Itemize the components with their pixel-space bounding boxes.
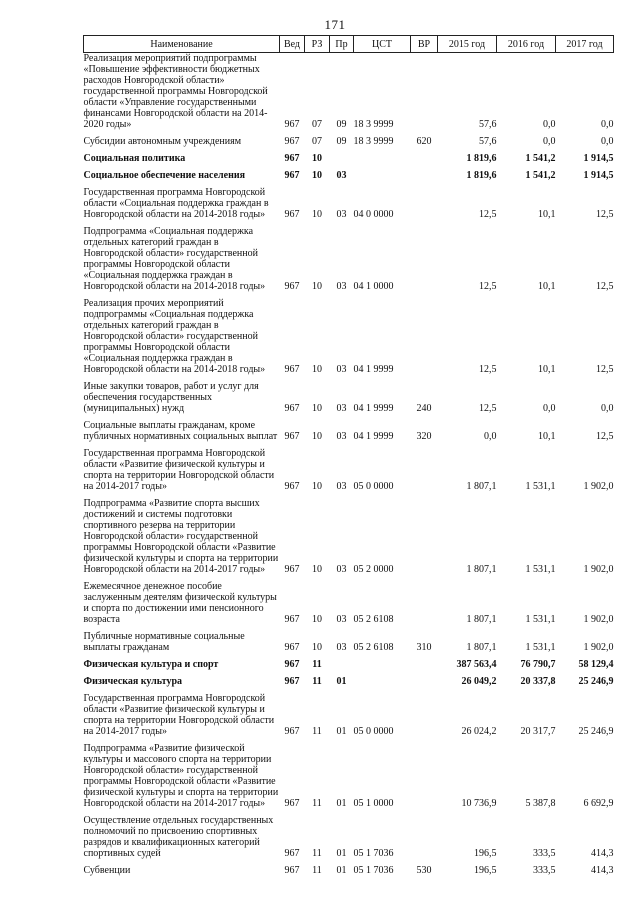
cell-pr: 09 (336, 119, 347, 130)
cell-value-2016: 1 541,2 (525, 153, 556, 164)
cell-cst: 04 1 0000 (353, 281, 394, 292)
cell-ved: 967 (284, 798, 300, 809)
cell-cst: 04 1 9999 (353, 364, 394, 375)
cell-value-2017: 58 129,4 (578, 659, 614, 670)
cell-rz: 11 (312, 676, 322, 687)
cell-pr (330, 149, 354, 166)
cell-value-2015: 10 736,9 (461, 798, 497, 809)
cell-vr (411, 577, 438, 627)
cell-ved: 967 (284, 659, 300, 670)
cell-vr: 320 (416, 431, 432, 442)
cell-vr: 620 (416, 136, 432, 147)
cell-value-2015: 26 049,2 (461, 676, 497, 687)
cell-name: Субвенции (83, 865, 131, 876)
cell-value-2015: 387 563,4 (456, 659, 497, 670)
cell-vr (411, 166, 438, 183)
cell-name: Социальное обеспечение населения (83, 170, 246, 181)
cell-name: Субсидии автономным учреждениям (83, 136, 242, 147)
cell-name: Социальные выплаты гражданам, кроме публичных нормативных социальных выплат (83, 420, 278, 442)
cell-rz: 10 (312, 170, 322, 181)
cell-ved: 967 (284, 564, 300, 575)
cell-value-2015: 0,0 (484, 431, 497, 442)
cell-value-2015: 196,5 (474, 848, 497, 859)
col-header-cst: ЦСТ (354, 36, 411, 53)
cell-value-2015: 1 807,1 (466, 642, 497, 653)
cell-value-2015: 12,5 (479, 403, 497, 414)
cell-value-2015: 12,5 (479, 209, 497, 220)
table-row (84, 577, 614, 627)
cell-ved: 967 (284, 281, 300, 292)
cell-value-2017: 25 246,9 (578, 676, 614, 687)
cell-rz: 10 (312, 642, 322, 653)
cell-vr (411, 222, 438, 294)
table-row (84, 811, 614, 861)
col-header-pr: Пр (330, 36, 354, 53)
cell-cst (354, 149, 411, 166)
cell-pr: 03 (336, 614, 347, 625)
cell-value-2017: 1 902,0 (583, 564, 614, 575)
cell-vr (411, 739, 438, 811)
col-header-vr: ВР (411, 36, 438, 53)
cell-name: Физическая культура (83, 676, 183, 687)
cell-ved: 967 (284, 726, 300, 737)
table-header-row (84, 36, 614, 53)
cell-name: Иные закупки товаров, работ и услуг для обеспечения государственных (муниципальных) нужд (83, 381, 259, 414)
cell-value-2016: 1 531,1 (525, 614, 556, 625)
cell-rz: 10 (312, 481, 322, 492)
cell-value-2017: 0,0 (601, 136, 614, 147)
cell-pr: 01 (336, 848, 347, 859)
cell-pr: 01 (336, 676, 347, 687)
cell-value-2017: 12,5 (596, 364, 614, 375)
cell-vr: 530 (416, 865, 432, 876)
cell-rz: 11 (312, 798, 322, 809)
cell-name: Социальная политика (83, 153, 186, 164)
cell-vr (411, 811, 438, 861)
cell-value-2017: 25 246,9 (578, 726, 614, 737)
cell-value-2015: 57,6 (479, 136, 497, 147)
cell-ved: 967 (284, 848, 300, 859)
cell-name: Ежемесячное денежное пособие заслуженным деятелям физической культуры и спорта по достижении ими пенсионного возраста (83, 581, 277, 625)
cell-ved: 967 (284, 170, 300, 181)
cell-value-2017: 1 902,0 (583, 642, 614, 653)
budget-table (83, 35, 614, 878)
cell-value-2017: 6 692,9 (583, 798, 614, 809)
cell-name: Государственная программа Новгородской области «Развитие физической культуры и спорта на территории Новгородской области на 2014-2017 годы» (83, 448, 275, 492)
cell-value-2017: 414,3 (591, 848, 614, 859)
cell-pr: 03 (336, 564, 347, 575)
cell-value-2016: 10,1 (538, 209, 556, 220)
cell-pr: 03 (336, 209, 347, 220)
cell-value-2016: 10,1 (538, 431, 556, 442)
cell-pr: 01 (336, 865, 347, 876)
cell-value-2016: 333,5 (533, 865, 556, 876)
cell-ved: 967 (284, 642, 300, 653)
cell-value-2015: 1 819,6 (466, 170, 497, 181)
cell-pr: 01 (336, 726, 347, 737)
table-row (84, 861, 614, 878)
cell-value-2017: 12,5 (596, 281, 614, 292)
col-header-2015: 2015 год (438, 36, 497, 53)
table-row (84, 689, 614, 739)
cell-cst (354, 166, 411, 183)
cell-value-2016: 20 337,8 (520, 676, 556, 687)
cell-cst: 05 0 0000 (353, 726, 394, 737)
cell-pr: 01 (336, 798, 347, 809)
cell-rz: 07 (312, 119, 322, 130)
cell-cst: 05 2 6108 (353, 614, 394, 625)
table-row (84, 655, 614, 672)
cell-name: Подпрограмма «Развитие физической культуры и массового спорта на территории Новгородской области» государственной программы Новгородской области «Развитие физической культуры и спорта на территории Новгородской области на 2014-2017 годы» (83, 743, 279, 809)
cell-value-2015: 1 807,1 (466, 564, 497, 575)
cell-ved: 967 (284, 153, 300, 164)
cell-value-2015: 57,6 (479, 119, 497, 130)
table-row (84, 183, 614, 222)
cell-rz: 10 (312, 209, 322, 220)
cell-rz: 10 (312, 153, 322, 164)
cell-ved: 967 (284, 136, 300, 147)
page-number: 171 (324, 17, 346, 32)
cell-ved: 967 (284, 614, 300, 625)
table-row (84, 53, 614, 133)
cell-vr (411, 672, 438, 689)
cell-vr (411, 689, 438, 739)
cell-pr: 03 (336, 281, 347, 292)
cell-name: Публичные нормативные социальные выплаты гражданам (83, 631, 245, 653)
cell-cst: 05 2 0000 (353, 564, 394, 575)
cell-cst: 05 1 7036 (353, 865, 394, 876)
cell-ved: 967 (284, 676, 300, 687)
cell-name: Государственная программа Новгородской области «Социальная поддержка граждан в Новгородской области на 2014-2018 годы» (83, 187, 269, 220)
cell-name: Подпрограмма «Развитие спорта высших достижений и системы подготовки спортивного резерва на территории Новгородской области» государственной программы Новгородской области «Развитие физической культуры и спорта на территории Новгородской области на 2014-2017 годы» (83, 498, 279, 575)
cell-value-2015: 1 807,1 (466, 481, 497, 492)
col-header-name: Наименование (84, 36, 280, 53)
cell-pr: 03 (336, 364, 347, 375)
cell-vr (411, 655, 438, 672)
cell-vr (411, 294, 438, 377)
cell-value-2015: 1 807,1 (466, 614, 497, 625)
cell-cst: 18 3 9999 (353, 119, 394, 130)
cell-rz: 11 (312, 865, 322, 876)
cell-value-2017: 12,5 (596, 209, 614, 220)
cell-value-2017: 1 914,5 (583, 153, 614, 164)
cell-vr (411, 53, 438, 133)
cell-ved: 967 (284, 209, 300, 220)
cell-name: Реализация мероприятий подпрограммы «Повышение эффективности бюджетных расходов Новгородской области» государственной программы Новгородской области «Управление государственными финансами Новгородской области на 2014-2020 годы» (83, 53, 268, 130)
cell-pr (330, 655, 354, 672)
cell-name: Физическая культура и спорт (83, 659, 219, 670)
cell-rz: 11 (312, 848, 322, 859)
cell-value-2016: 1 531,1 (525, 481, 556, 492)
cell-name: Осуществление отдельных государственных полномочий по присвоению спортивных разрядов и квалификационных категорий спортивных судей (83, 815, 274, 859)
cell-cst: 05 1 0000 (353, 798, 394, 809)
cell-rz: 10 (312, 431, 322, 442)
cell-cst: 04 0 0000 (353, 209, 394, 220)
col-header-2016: 2016 год (497, 36, 556, 53)
table-row (84, 222, 614, 294)
cell-ved: 967 (284, 431, 300, 442)
cell-value-2016: 10,1 (538, 281, 556, 292)
cell-value-2016: 1 531,1 (525, 642, 556, 653)
table-row (84, 444, 614, 494)
cell-rz: 10 (312, 403, 322, 414)
cell-ved: 967 (284, 364, 300, 375)
cell-rz: 10 (312, 614, 322, 625)
cell-pr: 03 (336, 431, 347, 442)
cell-value-2016: 0,0 (543, 119, 556, 130)
col-header-ved: Вед (280, 36, 305, 53)
cell-cst: 18 3 9999 (353, 136, 394, 147)
table-row (84, 416, 614, 444)
cell-value-2017: 0,0 (601, 403, 614, 414)
col-header-2017: 2017 год (556, 36, 614, 53)
cell-pr: 03 (336, 170, 347, 181)
table-row (84, 672, 614, 689)
cell-value-2015: 12,5 (479, 364, 497, 375)
cell-cst (354, 655, 411, 672)
cell-pr: 03 (336, 403, 347, 414)
cell-ved: 967 (284, 403, 300, 414)
cell-ved: 967 (284, 865, 300, 876)
table-row (84, 166, 614, 183)
cell-vr: 310 (416, 642, 432, 653)
cell-value-2016: 10,1 (538, 364, 556, 375)
cell-value-2016: 1 531,1 (525, 564, 556, 575)
table-row (84, 149, 614, 166)
table-row (84, 739, 614, 811)
cell-value-2017: 1 914,5 (583, 170, 614, 181)
cell-value-2015: 1 819,6 (466, 153, 497, 164)
cell-rz: 11 (312, 726, 322, 737)
cell-value-2016: 5 387,8 (525, 798, 556, 809)
cell-value-2016: 0,0 (543, 403, 556, 414)
cell-value-2016: 1 541,2 (525, 170, 556, 181)
cell-pr: 03 (336, 481, 347, 492)
cell-name: Государственная программа Новгородской области «Развитие физической культуры и спорта на территории Новгородской области на 2014-2017 годы» (83, 693, 275, 737)
cell-cst: 04 1 9999 (353, 431, 394, 442)
cell-rz: 11 (312, 659, 322, 670)
cell-value-2015: 12,5 (479, 281, 497, 292)
cell-pr: 03 (336, 642, 347, 653)
cell-value-2016: 20 317,7 (520, 726, 556, 737)
cell-rz: 10 (312, 281, 322, 292)
cell-cst: 05 0 0000 (353, 481, 394, 492)
cell-rz: 10 (312, 564, 322, 575)
cell-rz: 07 (312, 136, 322, 147)
cell-cst: 05 2 6108 (353, 642, 394, 653)
table-body (84, 53, 614, 879)
cell-value-2016: 333,5 (533, 848, 556, 859)
cell-name: Подпрограмма «Социальная поддержка отдельных категорий граждан в Новгородской области» государственной программы Новгородской области «Социальная поддержка граждан в Новгородской области на 2014-2018 годы» (83, 226, 266, 292)
cell-pr: 09 (336, 136, 347, 147)
cell-value-2015: 196,5 (474, 865, 497, 876)
table-row (84, 377, 614, 416)
cell-vr (411, 444, 438, 494)
cell-vr (411, 149, 438, 166)
cell-value-2016: 76 790,7 (520, 659, 556, 670)
cell-value-2017: 1 902,0 (583, 481, 614, 492)
cell-value-2017: 0,0 (601, 119, 614, 130)
table-row (84, 294, 614, 377)
cell-value-2017: 414,3 (591, 865, 614, 876)
cell-cst: 05 1 7036 (353, 848, 394, 859)
cell-vr: 240 (416, 403, 432, 414)
cell-ved: 967 (284, 119, 300, 130)
cell-cst (354, 672, 411, 689)
cell-vr (411, 183, 438, 222)
table-row (84, 132, 614, 149)
cell-value-2017: 12,5 (596, 431, 614, 442)
table-row (84, 627, 614, 655)
cell-cst: 04 1 9999 (353, 403, 394, 414)
table-row (84, 494, 614, 577)
col-header-rz: РЗ (305, 36, 330, 53)
cell-value-2017: 1 902,0 (583, 614, 614, 625)
cell-value-2015: 26 024,2 (461, 726, 497, 737)
cell-name: Реализация прочих мероприятий подпрограммы «Социальная поддержка отдельных категорий граждан в Новгородской области» государственной программы Новгородской области «Социальная поддержка граждан в Новгородской области на 2014-2018 годы» (83, 298, 266, 375)
cell-ved: 967 (284, 481, 300, 492)
cell-value-2016: 0,0 (543, 136, 556, 147)
cell-vr (411, 494, 438, 577)
cell-rz: 10 (312, 364, 322, 375)
